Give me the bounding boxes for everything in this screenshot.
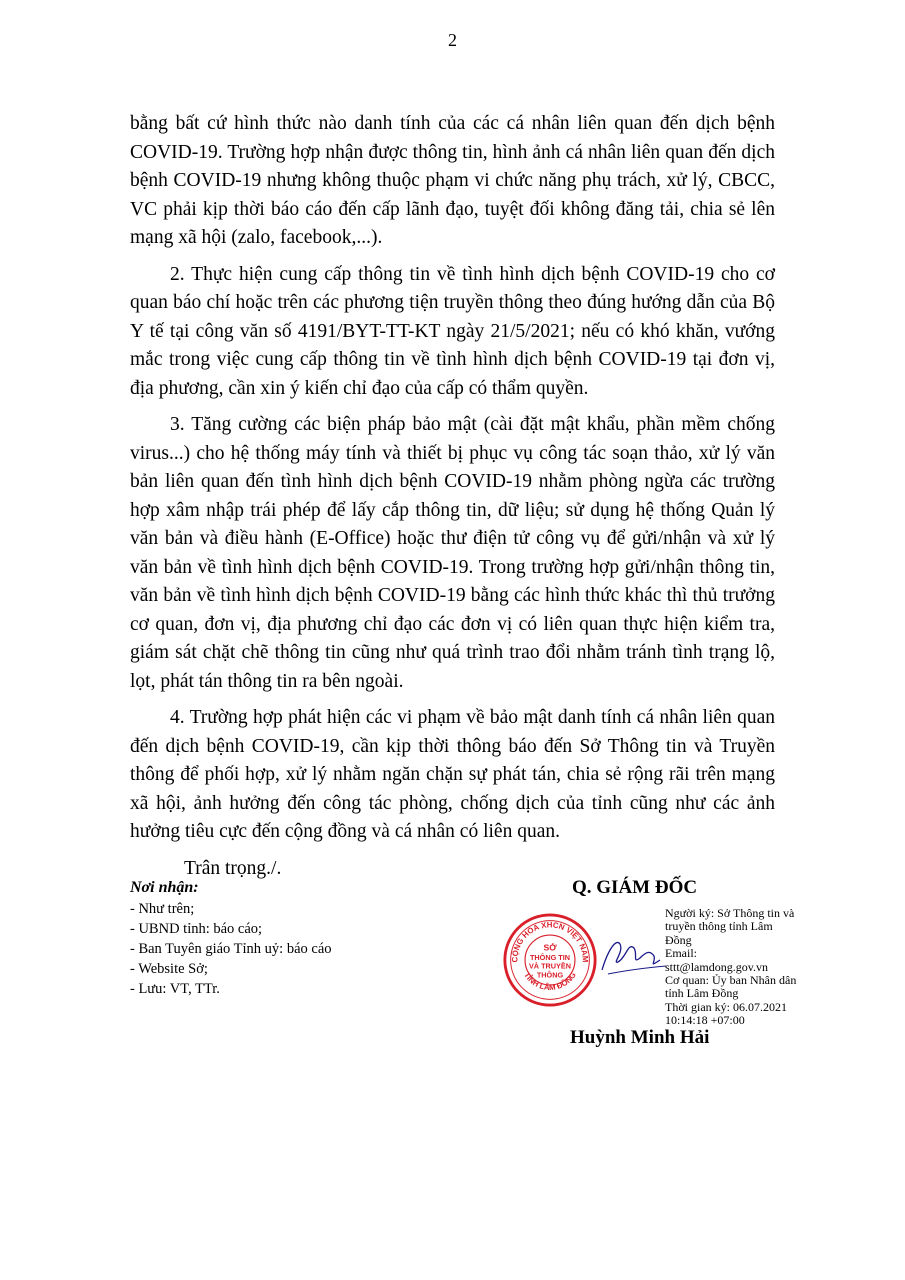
page-number: 2 bbox=[448, 30, 457, 50]
svg-text:TỈNH LÂM ĐỒNG: TỈNH LÂM ĐỒNG bbox=[522, 970, 578, 993]
digital-signature-line: Người ký: Sở Thông tin và bbox=[665, 906, 795, 920]
svg-text:SỞ: SỞ bbox=[543, 942, 557, 953]
svg-text:THÔNG TIN: THÔNG TIN bbox=[529, 953, 571, 962]
svg-text:VÀ TRUYỀN: VÀ TRUYỀN bbox=[528, 961, 572, 971]
official-seal-stamp bbox=[502, 912, 598, 1008]
svg-text:CỘNG HÒA XHCN VIỆT NAM: CỘNG HÒA XHCN VIỆT NAM bbox=[510, 920, 590, 963]
document-body bbox=[130, 110, 775, 883]
recipients-block bbox=[130, 878, 430, 999]
digital-signature-info bbox=[665, 907, 835, 1028]
recipient-item: - UBND tỉnh: báo cáo; bbox=[130, 921, 263, 937]
digital-signature-line: truyền thông tỉnh Lâm bbox=[665, 919, 773, 934]
handwritten-signature-icon bbox=[598, 930, 668, 980]
digital-signature-line: 10:14:18 +07:00 bbox=[665, 1013, 745, 1028]
recipient-item: - Website Sở; bbox=[130, 961, 208, 977]
signer-title: Q. GIÁM ĐỐC bbox=[572, 877, 698, 898]
recipient-item: - Ban Tuyên giáo Tỉnh uỷ: báo cáo bbox=[130, 941, 332, 957]
digital-signature-line: Đồng bbox=[665, 932, 692, 947]
svg-text:THÔNG: THÔNG bbox=[536, 970, 564, 980]
digital-signature-line: Cơ quan: Ủy ban Nhân dân bbox=[665, 973, 797, 988]
digital-signature-line: Thời gian ký: 06.07.2021 bbox=[665, 999, 788, 1014]
paragraph-item-2: 2. Thực hiện cung cấp thông tin về tình hình dịch bệnh COVID-19 cho cơ quan báo chí hoặc trên các phương tiện truyền thông theo đúng hướng dẫn của Bộ Y tế tại công văn số 4191/BYT-TT-KT ngày 21/5/2021; nếu có khó khăn, vướng mắc trong việc cung cấp thông tin về tình hình dịch bệnh COVID-19 tại đơn vị, địa phương, cần xin ý kiến chỉ đạo của cấp có thẩm quyền. bbox=[130, 263, 775, 399]
recipient-item: - Lưu: VT, TTr. bbox=[130, 981, 220, 997]
digital-signature-line: Email: bbox=[665, 946, 697, 961]
recipients-title: Nơi nhận: bbox=[130, 879, 199, 896]
recipient-item: - Như trên; bbox=[130, 901, 195, 917]
digital-signature-line: tỉnh Lâm Đồng bbox=[665, 986, 739, 1001]
paragraph-item-4: 4. Trường hợp phát hiện các vi phạm về bảo mật danh tính cá nhân liên quan đến dịch bệnh COVID-19, cần kịp thời thông báo đến Sở Thông tin và Truyền thông để phối hợp, xử lý nhằm ngăn chặn sự phát tán, chia sẻ rộng rãi trên mạng xã hội, ảnh hưởng đến công tác phòng, chống dịch của tỉnh cũng như các ảnh hưởng tiêu cực đến cộng đồng và cá nhân có liên quan. bbox=[130, 707, 775, 842]
digital-signature-line: sttt@lamdong.gov.vn bbox=[665, 959, 768, 974]
signer-name: Huỳnh Minh Hải bbox=[570, 1027, 710, 1048]
paragraph-continuation: bằng bất cứ hình thức nào danh tính của các cá nhân liên quan đến dịch bệnh COVID-19. Trường hợp nhận được thông tin, hình ảnh cá nhân liên quan đến dịch bệnh COVID-19 nhưng không thuộc phạm vi chức năng phụ trách, xử lý, CBCC, VC phải kịp thời báo cáo đến cấp lãnh đạo, tuyệt đối không đăng tải, chia sẻ lên mạng xã hội (zalo, facebook,...). bbox=[130, 113, 775, 248]
closing-line: Trân trọng./. bbox=[184, 857, 282, 879]
paragraph-item-3: 3. Tăng cường các biện pháp bảo mật (cài đặt mật khẩu, phần mềm chống virus...) cho hệ thống máy tính và thiết bị phục vụ công tác soạn thảo, xử lý văn bản liên quan đến tình hình dịch bệnh COVID-19 nhằm phòng ngừa các trường hợp xâm nhập trái phép để lấy cắp thông tin, dữ liệu; sử dụng hệ thống Quản lý văn bản và điều hành (E-Office) hoặc thư điện tử công vụ để gửi/nhận và xử lý văn bản về tình hình dịch bệnh COVID-19. Trong trường hợp gửi/nhận thông tin, văn bản về tình hình dịch bệnh COVID-19 bằng các hình thức khác thì thủ trưởng cơ quan, đơn vị, địa phương chỉ đạo các đơn vị có liên quan thực hiện kiểm tra, giám sát chặt chẽ thông tin cũng như quá trình trao đổi nhằm tránh tình trạng lộ, lọt, phát tán thông tin ra bên ngoài. bbox=[130, 414, 775, 692]
